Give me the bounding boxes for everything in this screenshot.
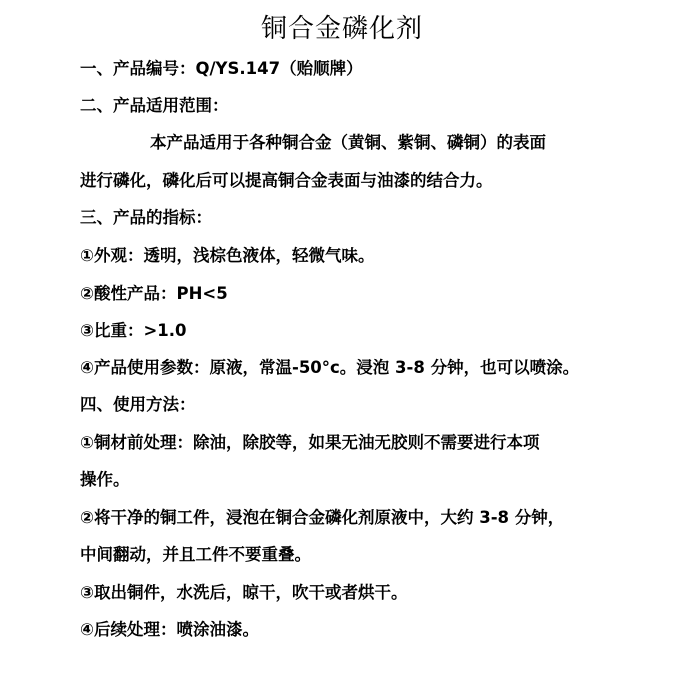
method-heading: 四、使用方法： (80, 395, 196, 414)
scope-text-line-2: 进行磷化，磷化后可以提高铜合金表面与油漆的结合力。 (80, 171, 493, 190)
scope-heading: 二、产品适用范围： (80, 96, 229, 115)
spec-appearance: ①外观：透明，浅棕色液体，轻微气味。 (80, 246, 375, 265)
scope-text-line-1: 本产品适用于各种铜合金（黄铜、紫铜、磷铜）的表面 (150, 133, 546, 152)
spec-acidity: ②酸性产品：PH<5 (80, 284, 228, 303)
method-step-4: ④后续处理：喷涂油漆。 (80, 620, 259, 639)
method-step-2-line-2: 中间翻动，并且工件不要重叠。 (80, 545, 311, 564)
spec-gravity: ③比重：>1.0 (80, 321, 187, 340)
method-step-2-line-1: ②将干净的铜工件，浸泡在铜合金磷化剂原液中，大约 3-8 分钟， (80, 508, 565, 527)
method-step-1-line-2: 操作。 (80, 470, 130, 489)
method-step-3: ③取出铜件，水洗后，晾干，吹干或者烘干。 (80, 583, 408, 602)
spec-usage-params: ④产品使用参数：原液，常温-50°c。浸泡 3-8 分钟，也可以喷涂。 (80, 358, 580, 377)
product-code-line: 一、产品编号：Q/YS.147（贻顺牌） (80, 59, 363, 78)
document-title: 铜合金磷化剂 (260, 14, 423, 44)
specs-heading: 三、产品的指标： (80, 208, 212, 227)
method-step-1-line-1: ①铜材前处理：除油，除胶等，如果无油无胶则不需要进行本项 (80, 433, 540, 452)
